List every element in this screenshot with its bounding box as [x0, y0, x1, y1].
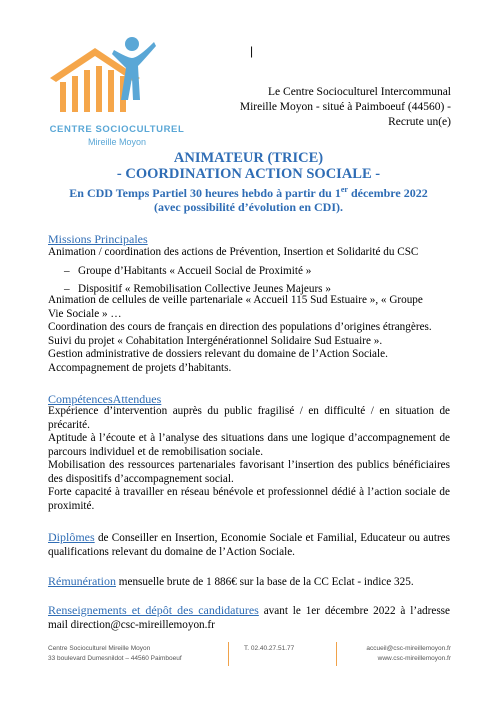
missions-bullet: – Groupe d’Habitants « Accueil Social de Proximité » [64, 265, 312, 277]
contract-line [0, 185, 497, 201]
renseignements-paragraph [48, 604, 450, 632]
intro-line-3: Recrute un(e) [388, 116, 451, 128]
missions-bullet: – Dispositif « Remobilisation Collective Jeunes Majeurs » [64, 283, 331, 295]
remuneration-text: mensuelle brute de 1 886€ sur la base de la CC Eclat - indice 325. [115, 576, 414, 588]
remuneration-paragraph [48, 575, 450, 590]
missions-line: Suivi du projet « Cohabitation Intergénérationnel Solidaire Sud Estuaire ». [48, 334, 383, 347]
missions-title: Missions Principales [48, 232, 148, 246]
missions-line: Animation de cellules de veille partenariale « Accueil 115 Sud Estuaire », « Groupe [48, 294, 423, 306]
footer-email[interactable]: accueil@csc-mireillemoyon.fr [366, 645, 451, 652]
diplomes-title: Diplômes [48, 530, 95, 544]
logo-subtitle: Mireille Moyon [87, 137, 147, 147]
footer-address [48, 644, 182, 664]
evolution-line: (avec possibilité d’évolution en CDI). [154, 200, 343, 214]
missions-line: Gestion administrative de dossiers relevant du domaine de l’Action Sociale. [48, 348, 388, 360]
missions-line: Accompagnement de projets d’habitants. [48, 361, 232, 374]
competence-paragraph: Aptitude à l’écoute et à l’analyse des situations dans une logique d’accompagnement de parcours individuel et de remobilisation sociale. [48, 432, 450, 458]
renseignements-title: Renseignements et dépôt des candidatures [48, 603, 259, 617]
intro-line-1: Le Centre Socioculturel Intercommunal [268, 86, 451, 98]
job-subtitle: - COORDINATION ACTION SOCIALE - [116, 166, 381, 182]
footer-street: 33 boulevard Dumesnildot – 44560 Paimboeuf [48, 655, 182, 662]
footer-contact [349, 644, 451, 664]
remuneration-title: Rémunération [48, 574, 116, 588]
footer-phone: T. 02.40.27.51.77 [244, 645, 295, 652]
bullet-text: Dispositif « Remobilisation Collective Jeunes Majeurs » [78, 283, 331, 295]
logo-title: CENTRE SOCIOCULTUREL [49, 124, 185, 135]
footer-divider [336, 642, 337, 666]
contract-text: En CDD Temps Partiel 30 heures hebdo à partir du 1 [69, 186, 341, 200]
competence-paragraph: Expérience d’intervention auprès du public fragilisé / en difficulté / en situation de précarité. [48, 405, 450, 431]
job-title: ANIMATEUR (TRICE) [173, 150, 324, 166]
contract-superscript: er [340, 185, 348, 194]
intro-line-2: Mireille Moyon - situé à Paimboeuf (44560) - [239, 101, 451, 113]
competence-paragraph: Forte capacité à travailler en réseau bénévole et professionnel dédié à l’action sociale de proximité. [48, 486, 450, 512]
renseignements-text: avant le 1er décembre 2022 à l’adresse mail direction@csc-mireillemoyon.fr [48, 605, 450, 631]
diplomes-text: de Conseiller en Insertion, Economie Sociale et Familial, Educateur ou autres qualifications relevant du domaine de l’Action Sociale. [48, 532, 450, 558]
text-cursor: | [250, 44, 254, 58]
missions-intro: Animation / coordination des actions de Prévention, Insertion et Solidarité du CSC [48, 246, 419, 258]
bullet-text: Groupe d’Habitants « Accueil Social de Proximité » [78, 265, 312, 277]
missions-line: Vie Sociale » … [48, 307, 122, 320]
contract-text-end: décembre 2022 [347, 186, 428, 200]
missions-line: Coordination des cours de français en direction des populations d’origines étrangères. [48, 321, 432, 333]
missions-list [48, 294, 450, 375]
competence-paragraph: Mobilisation des ressources partenariales favorisant l’insertion des publics bénéficiaires des dispositifs d’accompagnement social. [48, 459, 450, 485]
diplomes-paragraph [48, 531, 450, 559]
competences-title: CompétencesAttendues [48, 392, 162, 406]
intro-block [191, 85, 451, 130]
competences-list [48, 405, 450, 513]
footer-org: Centre Socioculturel Mireille Moyon [48, 645, 151, 652]
footer-divider [228, 642, 229, 666]
footer-website[interactable]: www.csc-mireillemoyon.fr [377, 655, 451, 662]
